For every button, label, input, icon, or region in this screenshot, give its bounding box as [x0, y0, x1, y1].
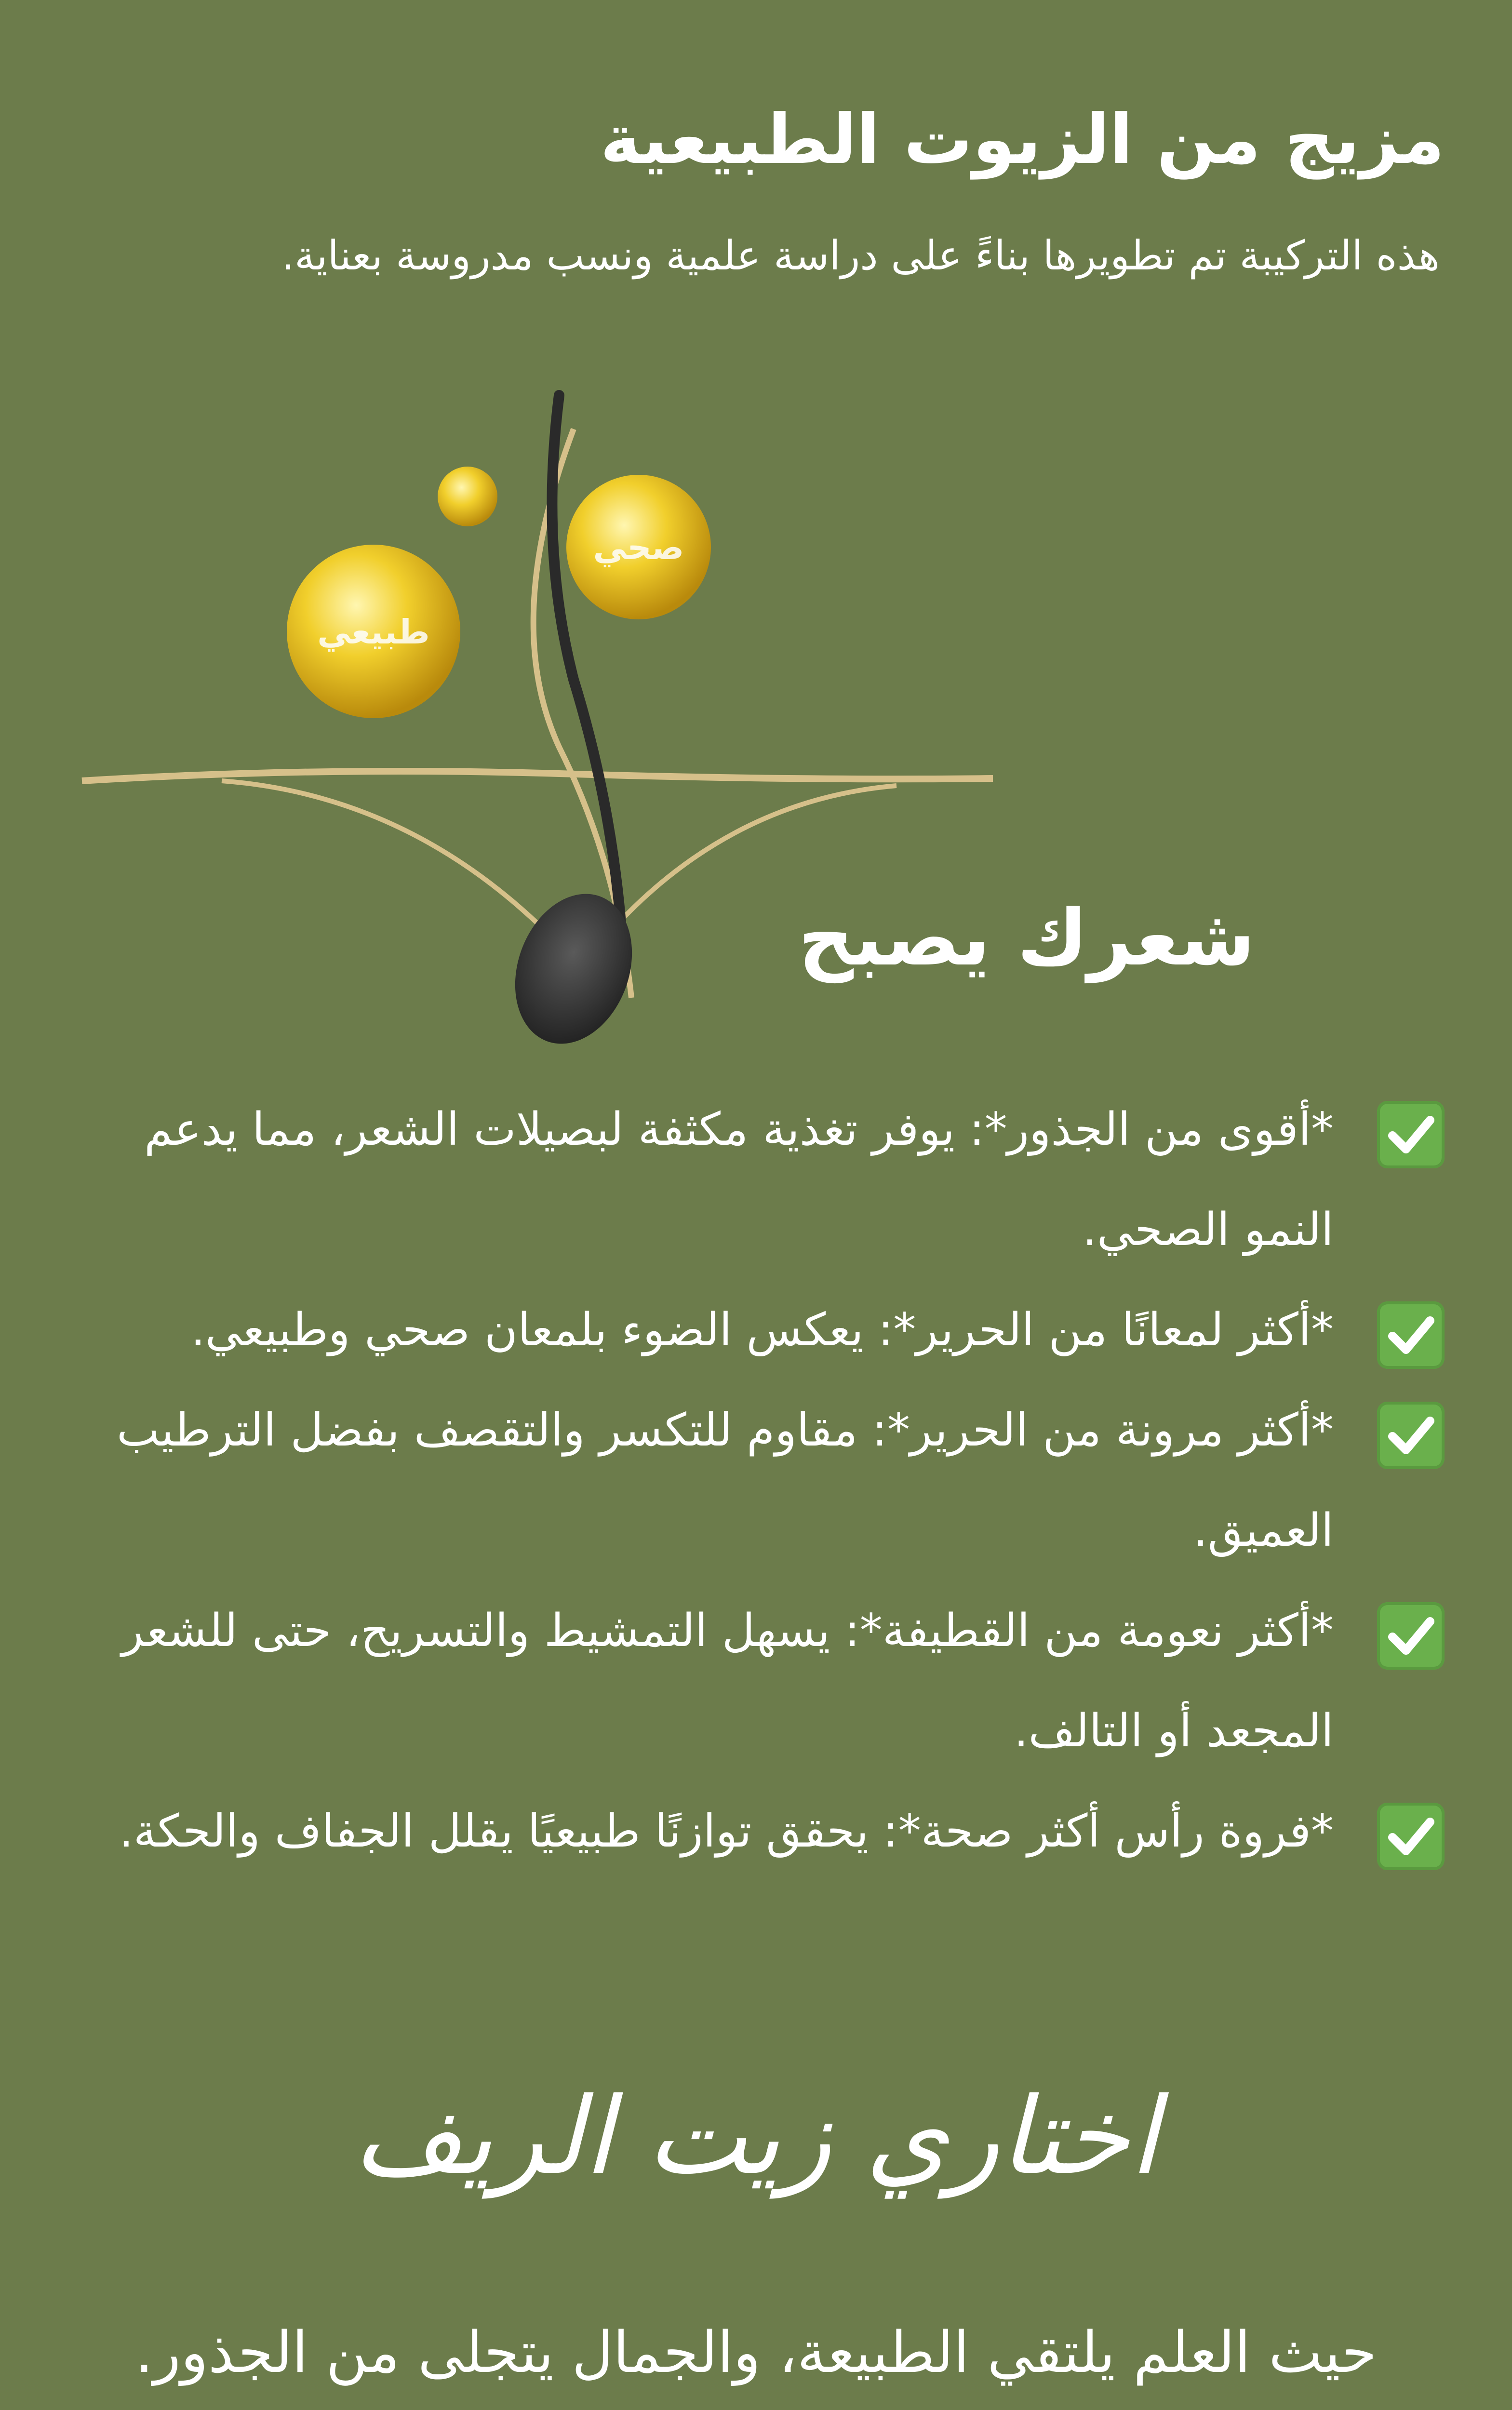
tagline: شعرك يصبح [798, 893, 1255, 983]
benefit-item [56, 1080, 1445, 1280]
benefit-text: *أكثر مرونة من الحرير*: مقاوم للتكسر والتقصف بفضل الترطيب العميق. [117, 1404, 1334, 1557]
hair-strand [552, 395, 622, 935]
left-leaf-curve [222, 781, 559, 945]
benefit-text: *أكثر نعومة من القطيفة*: يسهل التمشيط والتسريح، حتى للشعر المجعد أو التالف. [121, 1605, 1334, 1757]
benefit-item [56, 1380, 1445, 1581]
checkmark-icon [1377, 1602, 1445, 1670]
oil-bubble-small [438, 467, 497, 526]
bubble-right-label: صحي [593, 528, 684, 567]
gold-horizon-line [82, 771, 993, 781]
benefits-list [56, 1080, 1445, 1882]
benefit-item [56, 1781, 1445, 1882]
benefit-text: *أكثر لمعانًا من الحرير*: يعكس الضوء بلمعان صحي وطبيعي. [190, 1304, 1334, 1356]
benefit-item [56, 1280, 1445, 1380]
checkmark-icon [1377, 1301, 1445, 1369]
benefit-item [56, 1581, 1445, 1781]
checkmark-icon [1377, 1803, 1445, 1870]
page-subtitle: هذه التركيبة تم تطويرها بناءً على دراسة علمية ونسب مدروسة بعناية. [281, 232, 1440, 279]
benefit-text: *أقوى من الجذور*: يوفر تغذية مكثفة لبصيلات الشعر، مما يدعم النمو الصحي. [144, 1103, 1334, 1256]
choose-heading: اختاري زيت الريف [353, 2075, 1159, 2198]
checkmark-icon [1377, 1101, 1445, 1168]
benefit-text: *فروة رأس أكثر صحة*: يحقق توازنًا طبيعيًا يقلل الجفاف والحكة. [119, 1805, 1334, 1858]
page-title: مزيج من الزيوت الطبيعية [600, 100, 1445, 179]
bubble-large-label: طبيعي [317, 612, 430, 652]
science-statement: حيث العلم يلتقي الطبيعة، والجمال يتجلى من الجذور. [135, 2319, 1377, 2385]
checkmark-icon [1377, 1402, 1445, 1469]
